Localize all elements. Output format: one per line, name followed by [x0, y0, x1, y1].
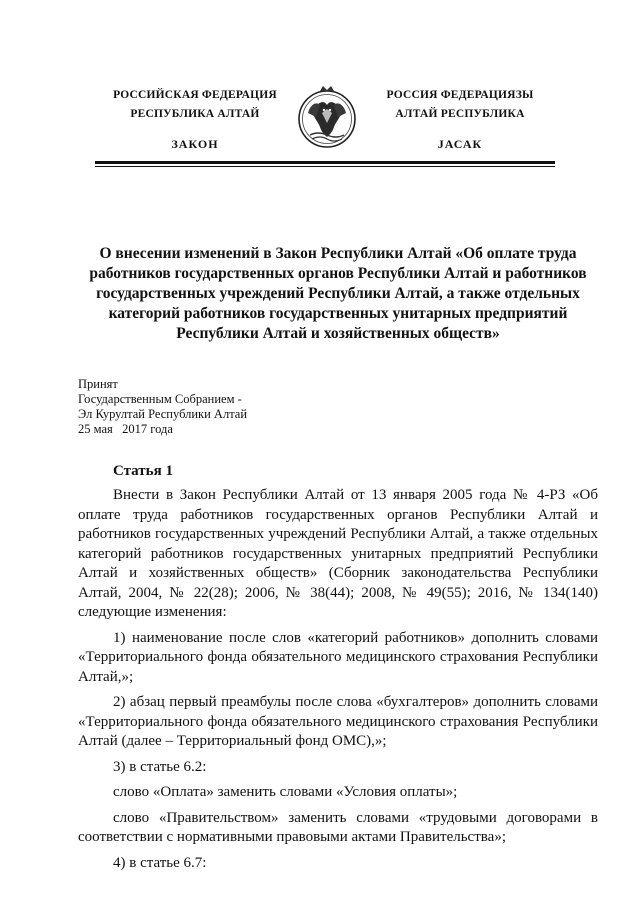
header-right-country: РОССИЯ ФЕДЕРАЦИЯЗЫ: [386, 89, 534, 101]
header-divider-thick: [95, 161, 555, 164]
article-paragraph: 4) в статье 6.7:: [113, 854, 207, 871]
article-paragraph: слово «Оплата» заменить словами «Условия оплаты»;: [113, 784, 458, 800]
article-paragraph: слово «Правительством» заменить словами «трудовыми договорами в соответствии с нормативными правовыми актами Правительства»;: [78, 809, 598, 845]
adoption-line-2: Государственным Собранием -: [78, 392, 242, 406]
header-left-law-label: ЗАКОН: [171, 137, 219, 151]
header-left-republic: РЕСПУБЛИКА АЛТАЙ: [130, 108, 260, 120]
adoption-line-3: Эл Курултай Республики Алтай: [78, 407, 248, 421]
header-left-block: [95, 90, 295, 150]
article-paragraph: 3) в статье 6.2:: [113, 758, 207, 775]
header-right-block: [360, 90, 560, 150]
article-paragraph: Внести в Закон Республики Алтай от 13 января 2005 года № 4-РЗ «Об оплате труда работников государственных органов Республики Алтай и работников государственных учреждений Республики Алтай, а также отдельных категорий работников государственных унитарных предприятий Республики Алтай и хозяйственных обществ» (Сборник законодательства Республики Алтай, 2004, № 22(28); 2006, № 38(44); 2008, № 49(55); 2016, № 134(140) следующие изменения:: [78, 487, 598, 620]
republic-altai-coat-of-arms-icon: [296, 83, 358, 151]
document-title: О внесении изменений в Закон Республики Алтай «Об оплате труда работников государственных органов Республики Алтай и работников государственных учреждений Республики Алтай, а также отдельных категорий работников государственных унитарных предприятий Республики Алтай и хозяйственных обществ»: [89, 245, 587, 342]
header-right-republic: АЛТАЙ РЕСПУБЛИКА: [395, 108, 525, 120]
adoption-date: 25 мая 2017 года: [78, 422, 173, 436]
adoption-line-1: Принят: [78, 377, 118, 391]
header-divider-thin: [95, 166, 555, 167]
header-left-country: РОССИЙСКАЯ ФЕДЕРАЦИЯ: [113, 89, 277, 101]
article-heading: Статья 1: [113, 463, 173, 479]
header-right-law-label: JАСАК: [437, 137, 483, 151]
article-body: [78, 486, 598, 879]
article-paragraph: 1) наименование после слов «категорий работников» дополнить словами «Территориального фонда обязательного медицинского страхования Республики Алтай,»;: [78, 629, 598, 685]
article-paragraph: 2) абзац первый преамбулы после слова «бухгалтеров» дополнить словами «Территориального фонда обязательного медицинского страхования Республики Алтай (далее – Территориальный фонд ОМС),»;: [78, 694, 598, 749]
adoption-block: [78, 377, 247, 437]
